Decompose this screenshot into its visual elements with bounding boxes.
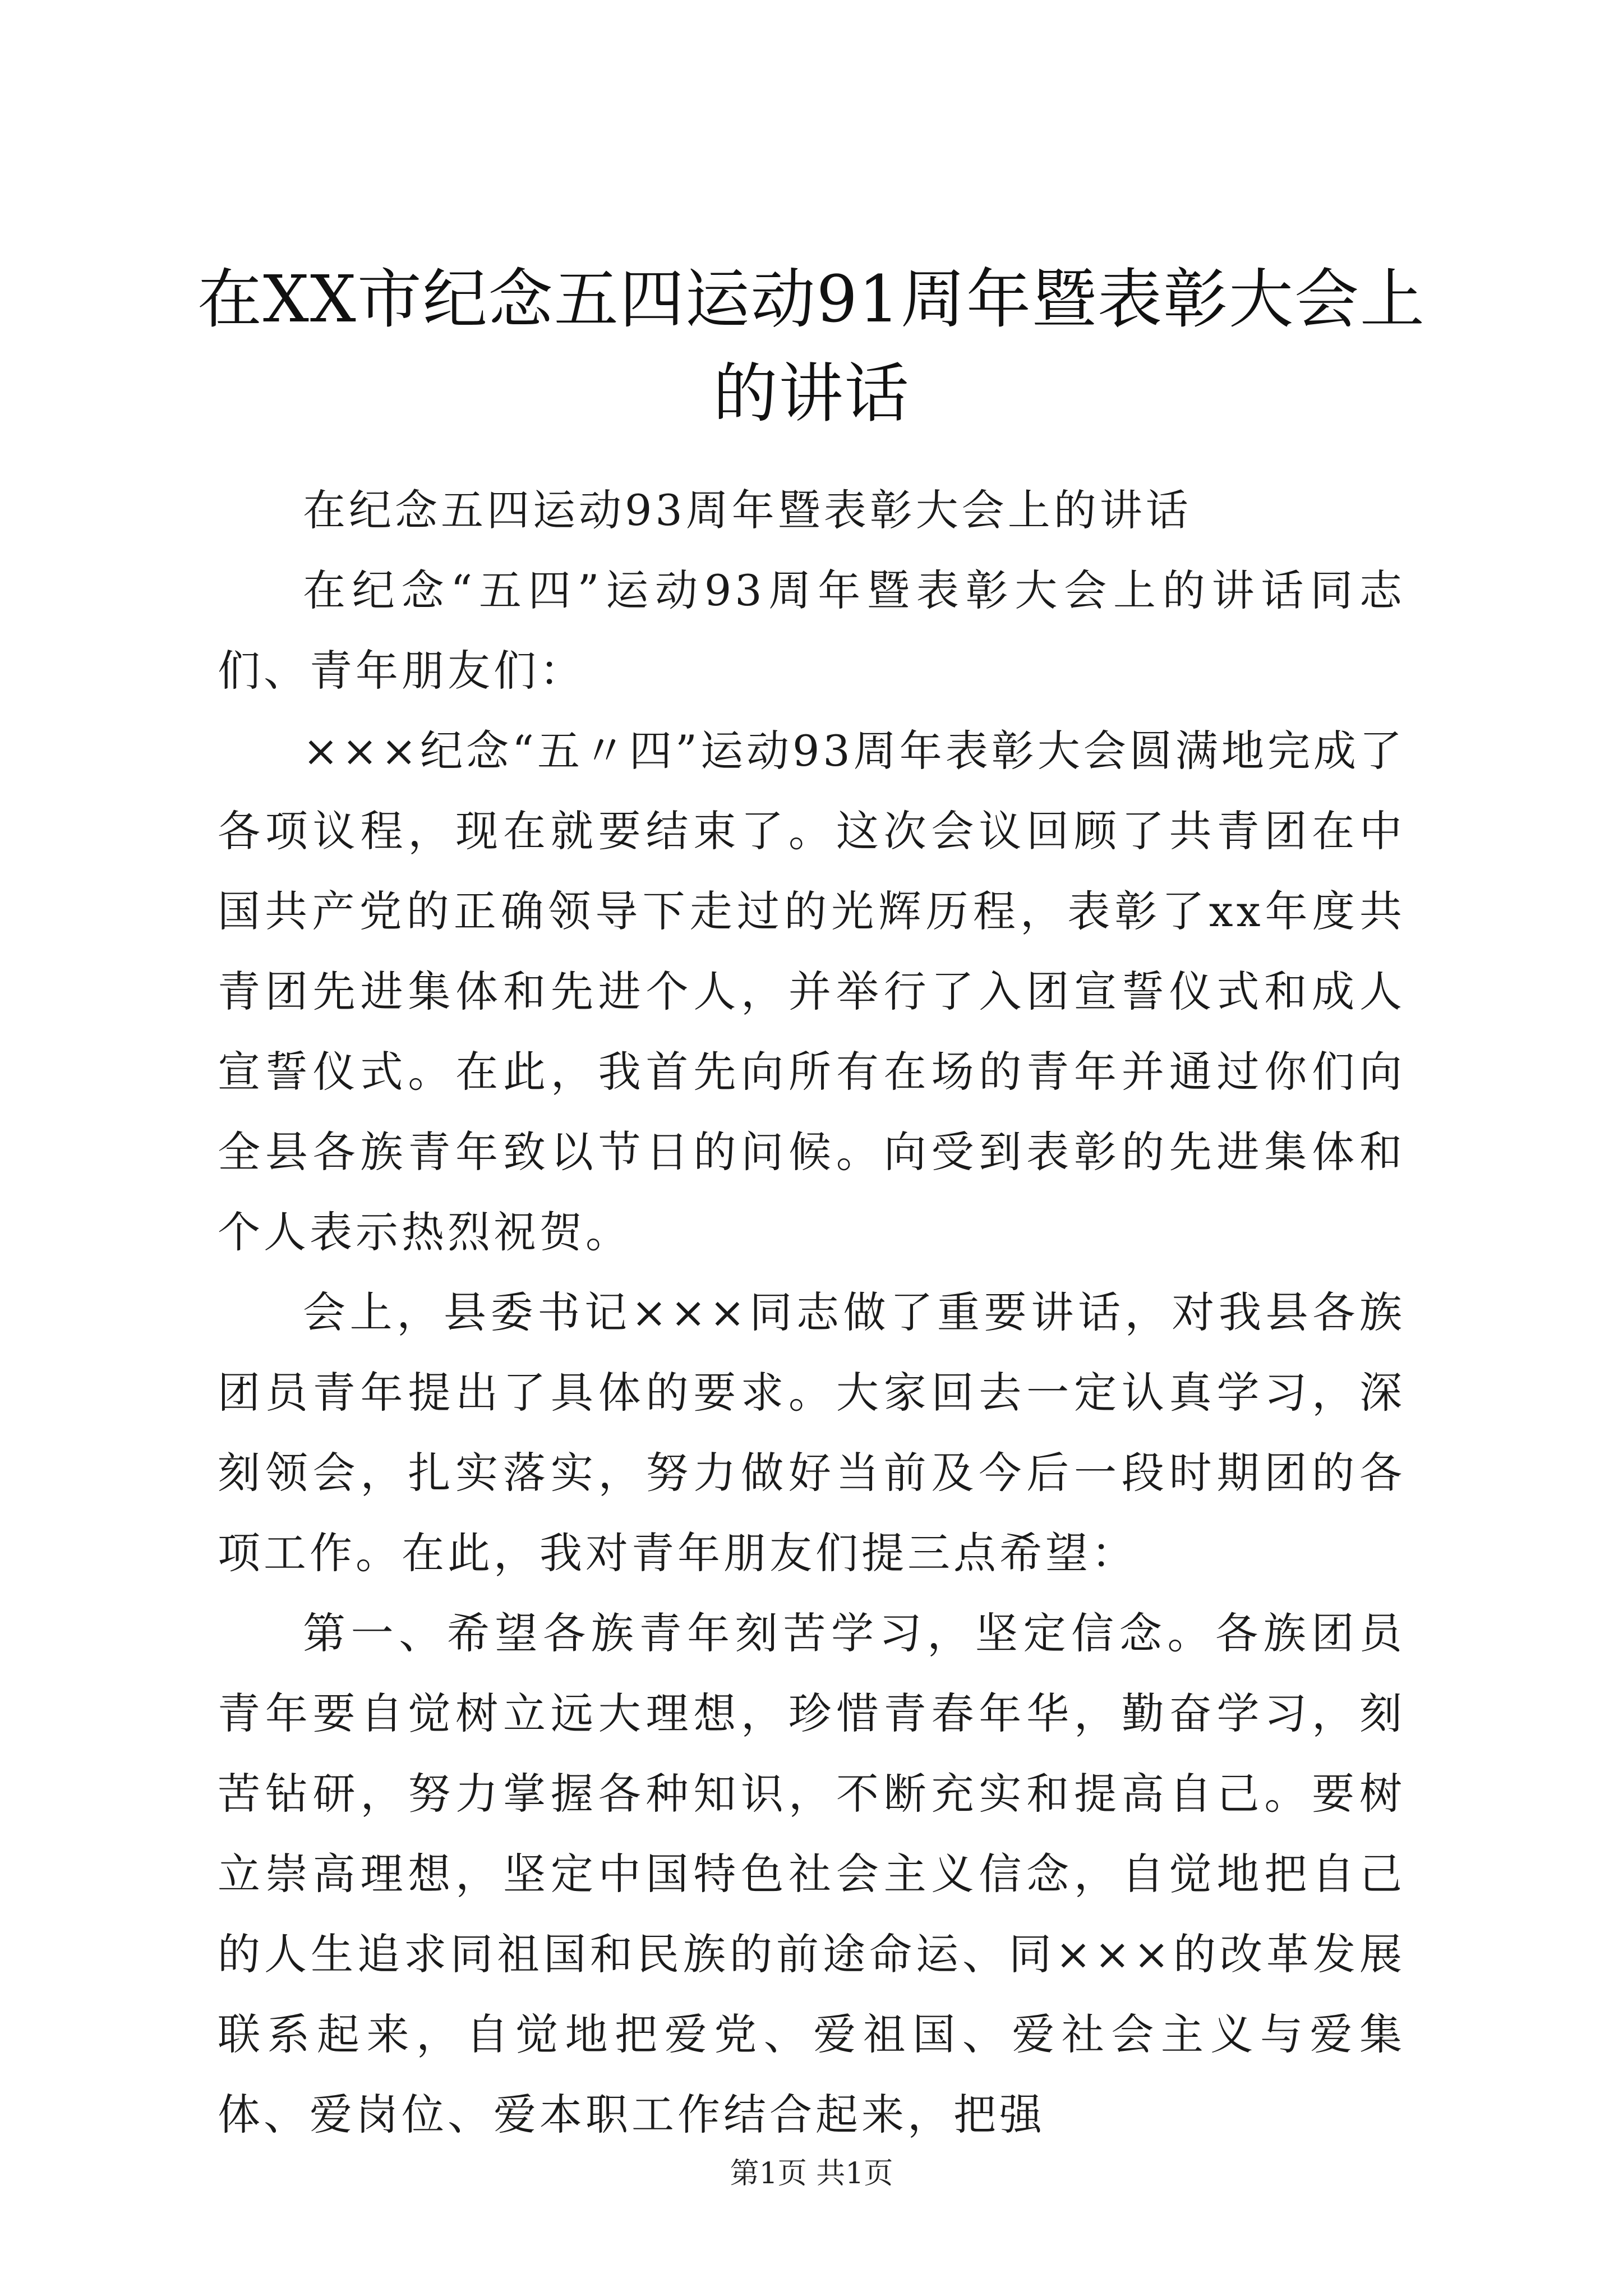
paragraph-first-hope: 第一、希望各族青年刻苦学习，坚定信念。各族团员青年要自觉树立远大理想，珍惜青春年华，勤奋学习，刻苦钻研，努力掌握各种知识，不断充实和提高自己。要树立崇高理想，坚定中国特色社会主义信念，自觉地把自己的人生追求同祖国和民族的前途命运、同×××的改革发展联系起来，自觉地把爱党、爱祖国、爱社会主义与爱集体、爱岗位、爱本职工作结合起来，把强 <box>218 1608 1405 2139</box>
paragraph-subtitle: 在纪念五四运动93周年暨表彰大会上的讲话 <box>303 485 1192 535</box>
paragraph-opening: ×××纪念“五〃四”运动93周年表彰大会圆满地完成了各项议程，现在就要结束了。这次会议回顾了共青团在中国共产党的正确领导下走过的光辉历程，表彰了xx年度共青团先进集体和先进个人，并举行了入团宣誓仪式和成人宣誓仪式。在此，我首先向所有在场的青年并通过你们向全县各族青年致以节日的问候。向受到表彰的先进集体和个人表示热烈祝贺。 <box>218 726 1405 1257</box>
document-title: 在XX市纪念五四运动91周年暨表彰大会上的讲话 <box>197 262 1426 431</box>
paragraph-salutation: 在纪念“五四”运动93周年暨表彰大会上的讲话同志们、青年朋友们： <box>218 565 1405 696</box>
document-body <box>218 470 1405 2155</box>
paragraph-requirements: 会上，县委书记×××同志做了重要讲话，对我县各族团员青年提出了具体的要求。大家回去一定认真学习，深刻领会，扎实落实，努力做好当前及今后一段时期团的各项工作。在此，我对青年朋友们提三点希望： <box>218 1287 1405 1578</box>
page-footer: 第1页 共1页 <box>730 2157 893 2191</box>
